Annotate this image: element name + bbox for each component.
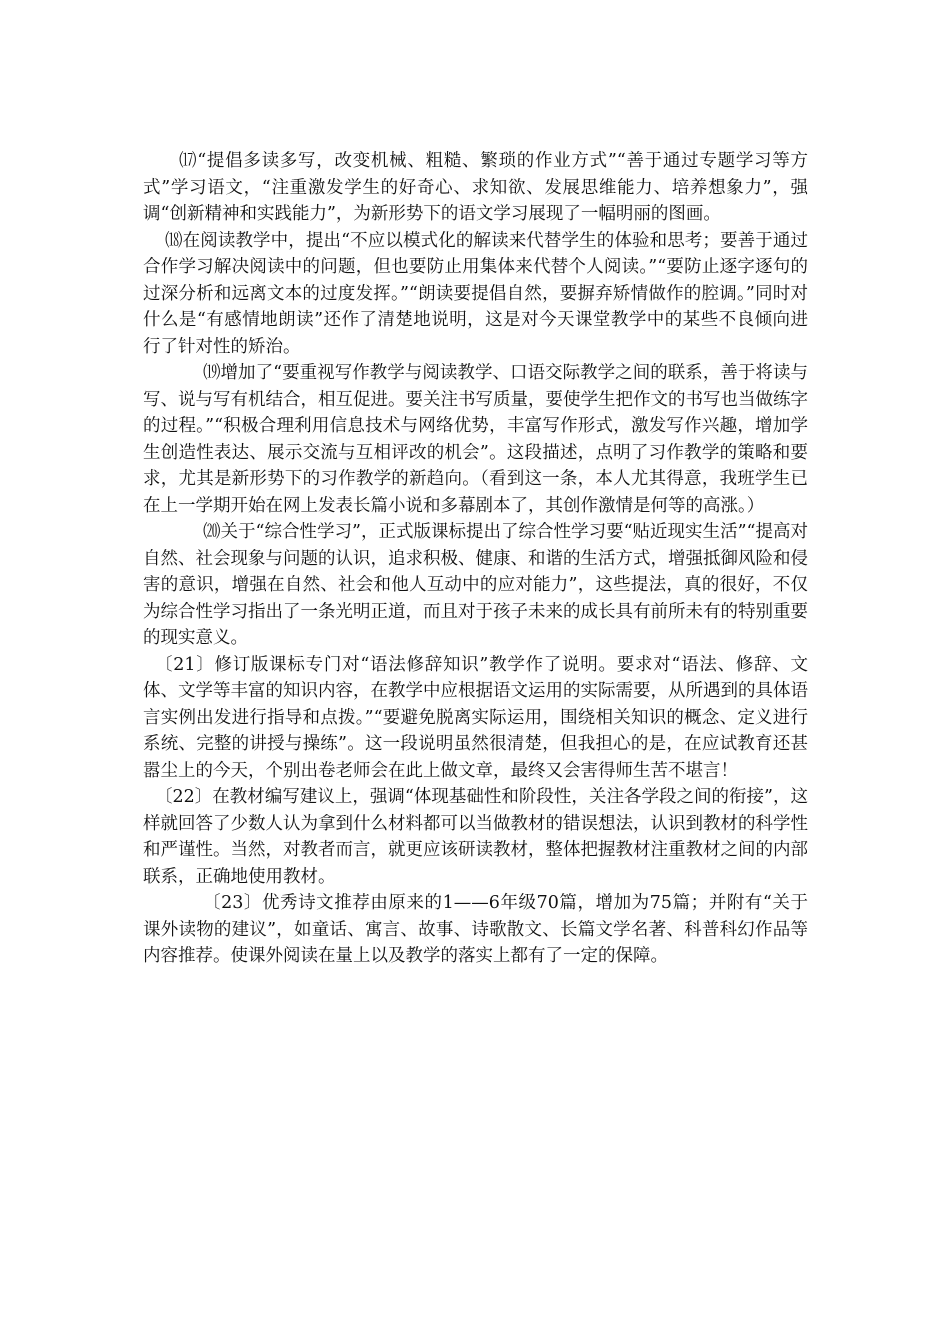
paragraph-19: ⒆增加了“要重视写作教学与阅读教学、口语交际教学之间的联系，善于将读与写、说与写有机结合，相互促进。要关注书写质量，要使学生把作文的书写也当做练字的过程。”“积极合理利用信息技术与网络优势，丰富写作形式，激发写作兴趣，增加学生创造性表达、展示交流与互相评改的机会”。这段描述，点明了习作教学的策略和要求，尤其是新形势下的习作教学的新趋向。（看到这一条，本人尤其得意，我班学生已在上一学期开始在网上发表长篇小说和多幕剧本了，其创作激情是何等的高涨。） — [143, 363, 808, 516]
paragraph-21: 〔21〕修订版课标专门对“语法修辞知识”教学作了说明。要求对“语法、修辞、文体、文学等丰富的知识内容，在教学中应根据语文运用的实际需要，从所遇到的具体语言实例出发进行指导和点拨。”“要避免脱离实际运用，围绕相关知识的概念、定义进行系统、完整的讲授与操练”。这一段说明虽然很清楚，但我担心的是，在应试教育还甚嚣尘上的今天，个别出卷老师会在此上做文章，最终又会害得师生苦不堪言！ — [143, 654, 808, 781]
paragraph-17: ⒄“提倡多读多写，改变机械、粗糙、繁琐的作业方式”“善于通过专题学习等方式”学习语文，“注重激发学生的好奇心、求知欲、发展思维能力、培养想象力”，强调“创新精神和实践能力”，为新形势下的语文学习展现了一幅明丽的图画。 — [143, 151, 808, 224]
paragraph-18: ⒅在阅读教学中，提出“不应以模式化的解读来代替学生的体验和思考；要善于通过合作学习解决阅读中的问题，但也要防止用集体来代替个人阅读。”“要防止逐字逐句的过深分析和远离文本的过度发挥。”“朗读要提倡自然，要摒弃矫情做作的腔调。”同时对什么是“有感情地朗读”还作了清楚地说明，这是对今天课堂教学中的某些不良倾向进行了针对性的矫治。 — [143, 230, 808, 357]
paragraph-20: ⒇关于“综合性学习”，正式版课标提出了综合性学习要“贴近现实生活”“提高对自然、社会现象与问题的认识，追求积极、健康、和谐的生活方式，增强抵御风险和侵害的意识，增强在自然、社会和他人互动中的应对能力”，这些提法，真的很好，不仅为综合性学习指出了一条光明正道，而且对于孩子未来的成长具有前所未有的特别重要的现实意义。 — [143, 522, 808, 648]
paragraph-23: 〔23〕优秀诗文推荐由原来的1——6年级70篇，增加为75篇；并附有“关于课外读物的建议”，如童话、寓言、故事、诗歌散文、长篇文学名著、科普科幻作品等内容推荐。使课外阅读在量上以及教学的落实上都有了一定的保障。 — [143, 893, 808, 966]
paragraph-22: 〔22〕在教材编写建议上，强调“体现基础性和阶段性，关注各学段之间的衔接”，这样就回答了少数人认为拿到什么材料都可以当做教材的错误想法，认识到教材的科学性和严谨性。当然，对教者而言，就更应该研读教材，整体把握教材注重教材之间的内部联系，正确地使用教材。 — [143, 787, 808, 887]
document-body — [143, 148, 808, 970]
